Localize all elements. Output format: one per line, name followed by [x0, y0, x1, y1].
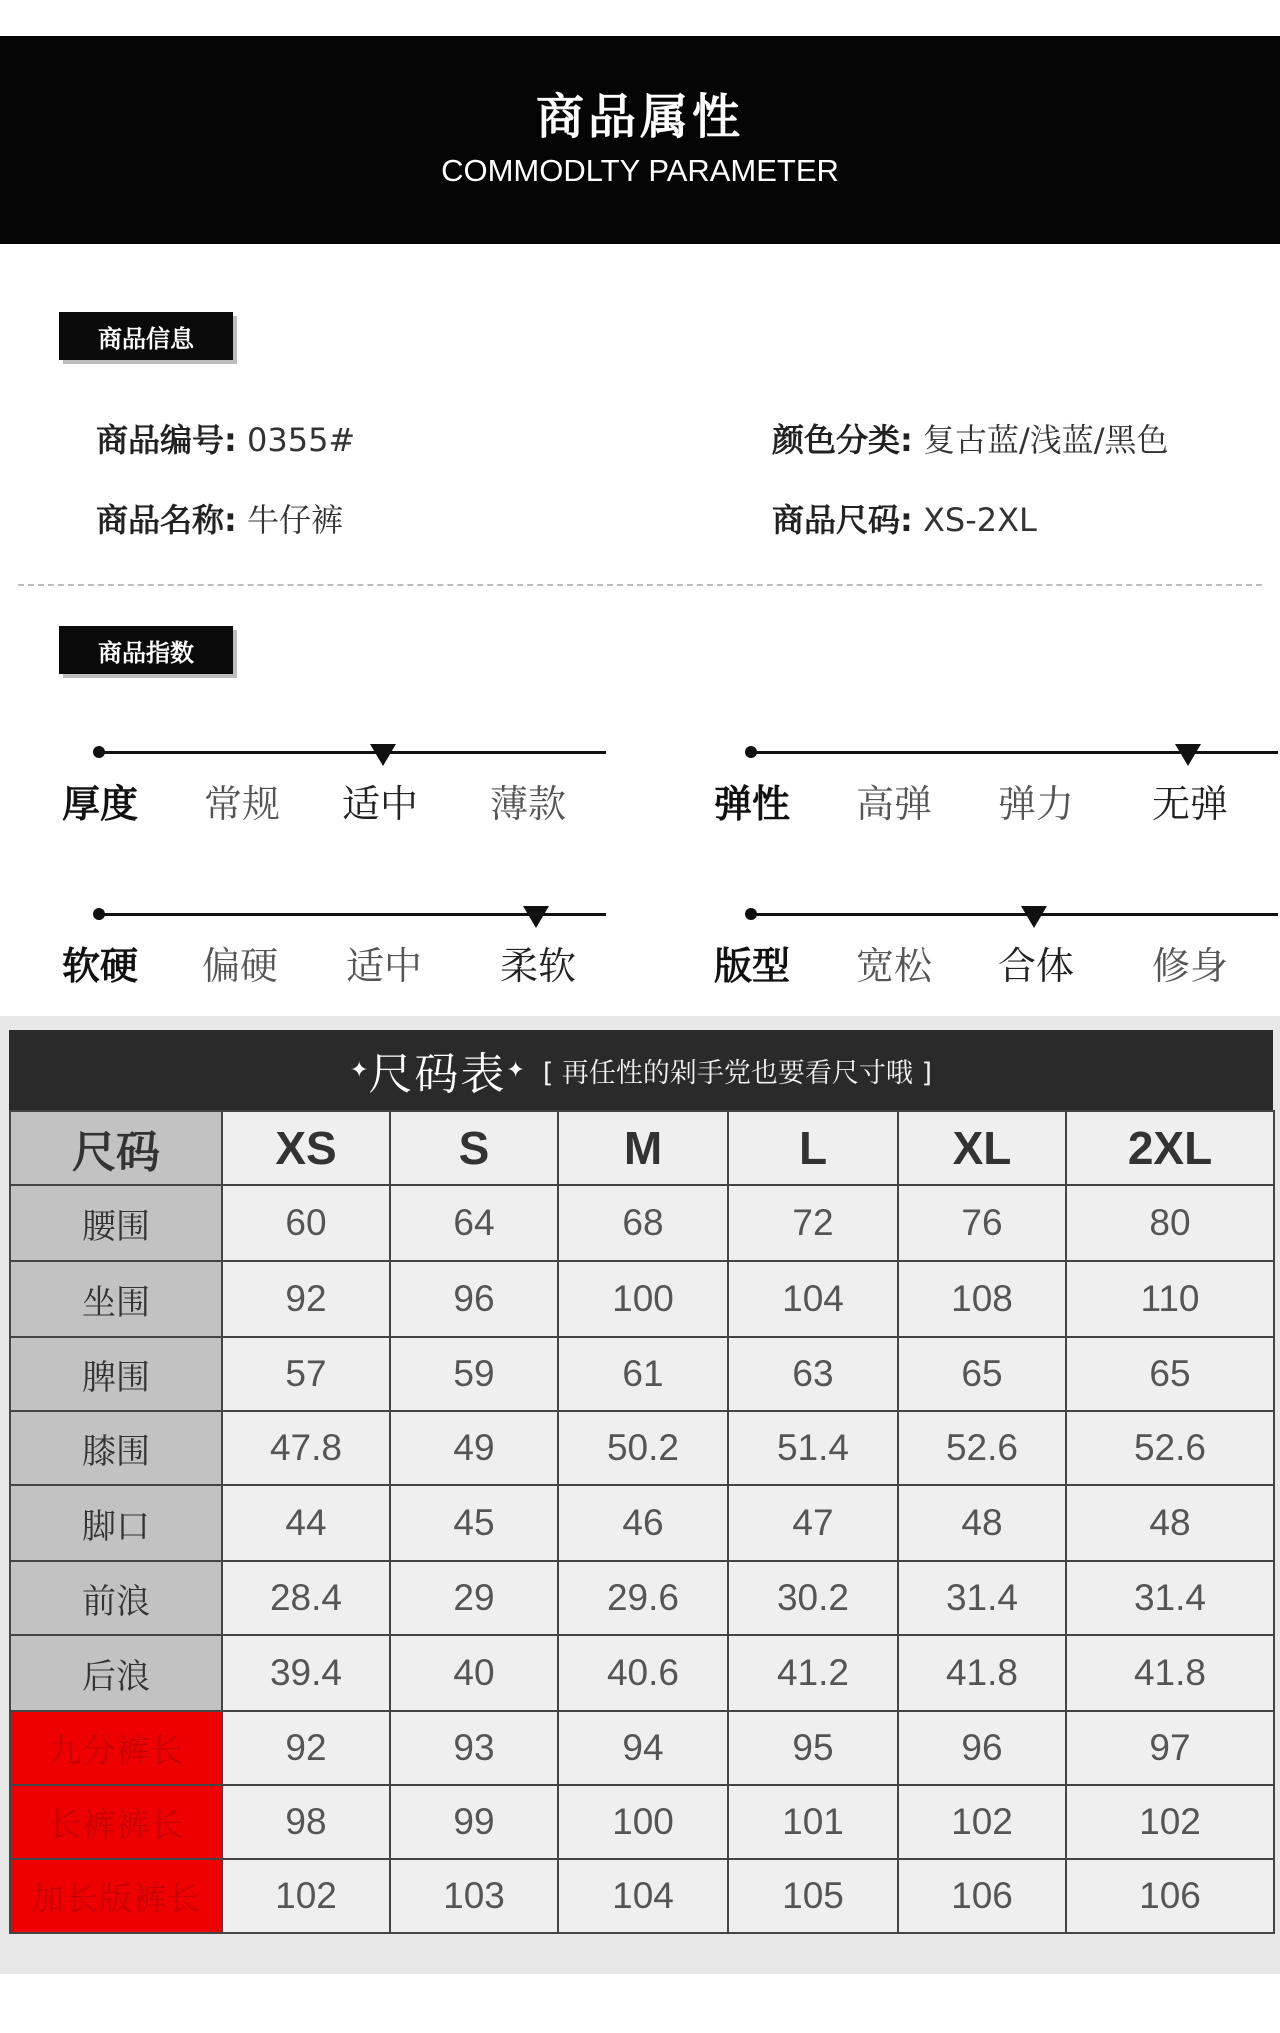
row-label: 长裤裤长 — [10, 1785, 222, 1859]
index-name: 弹性 — [714, 782, 791, 826]
index-marker-icon — [370, 744, 396, 766]
index-fit — [714, 898, 1274, 1018]
table-row — [10, 1711, 1274, 1785]
header-banner — [0, 36, 1280, 244]
table-cell: 47.8 — [222, 1411, 390, 1485]
index-option: 偏硬 — [202, 944, 279, 988]
table-cell: 40 — [390, 1635, 558, 1711]
table-cell: 93 — [390, 1711, 558, 1785]
table-cell: 50.2 — [558, 1411, 728, 1485]
index-option: 适中 — [346, 944, 423, 988]
table-cell: 63 — [728, 1337, 898, 1411]
table-row — [10, 1785, 1274, 1859]
index-marker-icon — [1021, 906, 1047, 928]
row-label: 腰围 — [10, 1185, 222, 1261]
table-cell: 104 — [728, 1261, 898, 1337]
table-cell: 59 — [390, 1337, 558, 1411]
table-cell: 44 — [222, 1485, 390, 1561]
row-label: 脾围 — [10, 1337, 222, 1411]
table-cell: 100 — [558, 1261, 728, 1337]
table-row — [10, 1635, 1274, 1711]
table-cell: 92 — [222, 1711, 390, 1785]
table-body — [10, 1185, 1274, 1933]
table-cell: 108 — [898, 1261, 1066, 1337]
table-cell: 110 — [1066, 1261, 1274, 1337]
table-cell: 52.6 — [898, 1411, 1066, 1485]
table-cell: 48 — [898, 1485, 1066, 1561]
size-chart-header — [9, 1030, 1273, 1110]
table-cell: 92 — [222, 1261, 390, 1337]
info-key: 商品编号: — [96, 421, 237, 459]
index-name: 版型 — [714, 944, 791, 988]
index-option-selected: 合体 — [998, 944, 1075, 988]
index-name: 厚度 — [62, 782, 139, 826]
row-label: 脚口 — [10, 1485, 222, 1561]
index-option: 修身 — [1152, 944, 1229, 988]
size-chart-title: 尺码表 — [368, 1049, 507, 1100]
table-row — [10, 1485, 1274, 1561]
index-option: 弹力 — [998, 782, 1075, 826]
table-cell: 31.4 — [1066, 1561, 1274, 1635]
index-start-dot — [93, 908, 105, 920]
row-label: 加长版裤长 — [10, 1859, 222, 1933]
info-item-name — [96, 500, 343, 540]
table-cell: 64 — [390, 1185, 558, 1261]
table-cell: 65 — [898, 1337, 1066, 1411]
table-cell: 31.4 — [898, 1561, 1066, 1635]
table-cell: 98 — [222, 1785, 390, 1859]
row-label: 后浪 — [10, 1635, 222, 1711]
info-key: 商品名称: — [96, 501, 237, 539]
index-name: 软硬 — [62, 944, 139, 988]
table-row — [10, 1185, 1274, 1261]
table-cell: 40.6 — [558, 1635, 728, 1711]
table-cell: 52.6 — [1066, 1411, 1274, 1485]
page-title: 商品属性 — [535, 89, 744, 145]
table-cell: 95 — [728, 1711, 898, 1785]
index-option: 宽松 — [856, 944, 933, 988]
index-track — [750, 913, 1278, 916]
size-header: S — [390, 1111, 558, 1185]
table-cell: 102 — [1066, 1785, 1274, 1859]
table-cell: 65 — [1066, 1337, 1274, 1411]
table-cell: 41.8 — [898, 1635, 1066, 1711]
index-option: 薄款 — [490, 782, 567, 826]
table-cell: 103 — [390, 1859, 558, 1933]
size-header: L — [728, 1111, 898, 1185]
info-value: 复古蓝/浅蓝/黑色 — [922, 421, 1169, 459]
table-row — [10, 1261, 1274, 1337]
table-cell: 47 — [728, 1485, 898, 1561]
table-cell: 72 — [728, 1185, 898, 1261]
index-option: 常规 — [204, 782, 281, 826]
info-key: 商品尺码: — [772, 501, 913, 539]
info-value: XS-2XL — [922, 501, 1037, 539]
info-item-color — [772, 420, 1169, 460]
info-item-size — [772, 500, 1037, 540]
table-row — [10, 1411, 1274, 1485]
table-cell: 45 — [390, 1485, 558, 1561]
table-header-row — [10, 1111, 1274, 1185]
table-cell: 57 — [222, 1337, 390, 1411]
table-cell: 96 — [390, 1261, 558, 1337]
row-label: 坐围 — [10, 1261, 222, 1337]
index-start-dot — [93, 746, 105, 758]
index-section-tag: 商品指数 — [59, 626, 233, 674]
index-elasticity — [714, 736, 1274, 856]
table-cell: 29.6 — [558, 1561, 728, 1635]
index-start-dot — [745, 746, 757, 758]
table-cell: 102 — [898, 1785, 1066, 1859]
table-cell: 100 — [558, 1785, 728, 1859]
table-cell: 96 — [898, 1711, 1066, 1785]
table-cell: 41.8 — [1066, 1635, 1274, 1711]
info-item-code — [96, 420, 355, 460]
size-chart-subtitle: [ 再任性的剁手党也要看尺寸哦 ] — [542, 1057, 933, 1089]
table-cell: 97 — [1066, 1711, 1274, 1785]
size-header: M — [558, 1111, 728, 1185]
row-label: 九分裤长 — [10, 1711, 222, 1785]
index-marker-icon — [523, 906, 549, 928]
row-label: 膝围 — [10, 1411, 222, 1485]
table-row — [10, 1561, 1274, 1635]
sparkle-right-icon: ✦ — [506, 1057, 525, 1083]
info-key: 颜色分类: — [772, 421, 913, 459]
row-label: 前浪 — [10, 1561, 222, 1635]
info-section-tag: 商品信息 — [59, 312, 233, 360]
table-cell: 68 — [558, 1185, 728, 1261]
table-cell: 101 — [728, 1785, 898, 1859]
table-cell: 102 — [222, 1859, 390, 1933]
table-cell: 41.2 — [728, 1635, 898, 1711]
table-row — [10, 1337, 1274, 1411]
index-option-selected: 适中 — [342, 782, 419, 826]
index-start-dot — [745, 908, 757, 920]
table-cell: 29 — [390, 1561, 558, 1635]
table-cell: 28.4 — [222, 1561, 390, 1635]
table-cell: 104 — [558, 1859, 728, 1933]
index-option-selected: 无弹 — [1152, 782, 1229, 826]
size-table — [9, 1110, 1275, 1934]
table-cell: 39.4 — [222, 1635, 390, 1711]
index-track — [98, 751, 606, 754]
table-cell: 76 — [898, 1185, 1066, 1261]
table-cell: 60 — [222, 1185, 390, 1261]
size-header: XS — [222, 1111, 390, 1185]
index-option: 高弹 — [856, 782, 933, 826]
index-softness — [62, 898, 622, 1018]
table-row — [10, 1859, 1274, 1933]
table-cell: 46 — [558, 1485, 728, 1561]
index-thickness — [62, 736, 622, 856]
table-cell: 48 — [1066, 1485, 1274, 1561]
page-subtitle: COMMODLTY PARAMETER — [441, 153, 839, 188]
table-cell: 106 — [1066, 1859, 1274, 1933]
table-cell: 99 — [390, 1785, 558, 1859]
size-header: 2XL — [1066, 1111, 1274, 1185]
index-marker-icon — [1175, 744, 1201, 766]
table-cell: 105 — [728, 1859, 898, 1933]
sparkle-left-icon: ✦ — [349, 1057, 369, 1083]
index-option-selected: 柔软 — [500, 944, 577, 988]
section-divider — [18, 584, 1262, 586]
size-header: XL — [898, 1111, 1066, 1185]
table-cell: 80 — [1066, 1185, 1274, 1261]
table-corner-cell: 尺码 — [10, 1111, 222, 1185]
table-cell: 30.2 — [728, 1561, 898, 1635]
table-cell: 49 — [390, 1411, 558, 1485]
info-value: 牛仔裤 — [246, 501, 343, 539]
table-cell: 51.4 — [728, 1411, 898, 1485]
table-cell: 61 — [558, 1337, 728, 1411]
table-cell: 94 — [558, 1711, 728, 1785]
table-cell: 106 — [898, 1859, 1066, 1933]
info-value: 0355# — [246, 421, 356, 459]
